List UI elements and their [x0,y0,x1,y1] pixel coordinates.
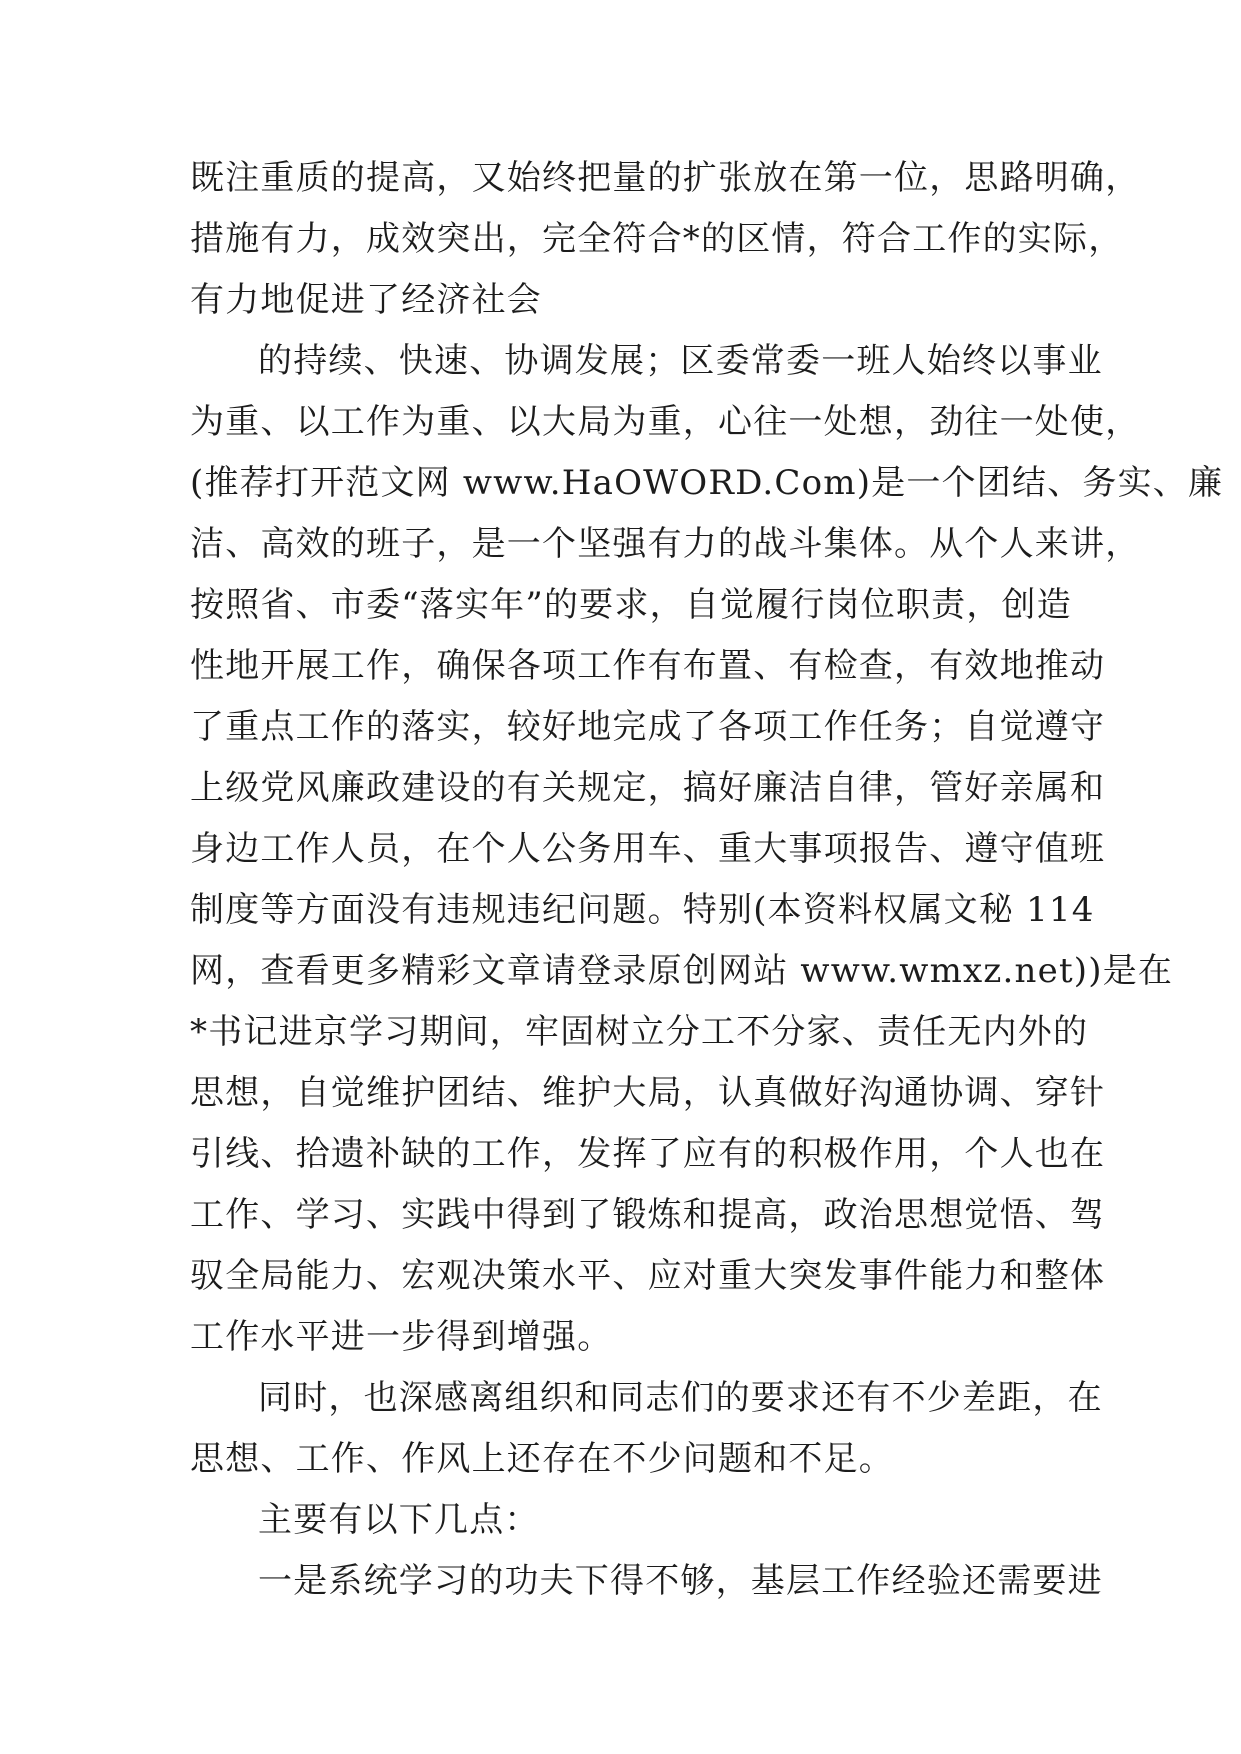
text-line: *书记进京学习期间，牢固树立分工不分家、责任无内外的 [190,1012,1089,1052]
text-line: 身边工作人员，在个人公务用车、重大事项报告、遵守值班 [190,829,1106,869]
text-line: 上级党风廉政建设的有关规定，搞好廉洁自律，管好亲属和 [190,768,1106,808]
text-line: 制度等方面没有违规违纪问题。特别(本资料权属文秘 114 [190,890,1095,930]
text-line: 的持续、快速、协调发展；区委常委一班人始终以事业 [258,341,1103,381]
text-line: 思想、工作、作风上还存在不少问题和不足。 [190,1439,894,1479]
text-line: (推荐打开范文网 www.HaOWORD.Com)是一个团结、务实、廉 [190,463,1224,503]
text-line: 为重、以工作为重、以大局为重，心往一处想，劲往一处使， [190,402,1141,442]
text-line: 主要有以下几点： [258,1500,540,1540]
body-text [190,148,1224,1612]
text-line: 一是系统学习的功夫下得不够，基层工作经验还需要进 [258,1561,1103,1601]
text-line: 有力地促进了经济社会 [190,280,542,320]
text-line: 按照省、市委“落实年”的要求，自觉履行岗位职责，创造 [190,585,1072,625]
text-line: 既注重质的提高，又始终把量的扩张放在第一位，思路明确， [190,158,1141,198]
text-line: 性地开展工作，确保各项工作有布置、有检查，有效地推动 [190,646,1106,686]
text-line: 工作、学习、实践中得到了锻炼和提高，政治思想觉悟、驾 [190,1195,1106,1235]
text-line: 网，查看更多精彩文章请登录原创网站 www.wmxz.net))是在 [190,951,1174,991]
text-line: 同时，也深感离组织和同志们的要求还有不少差距，在 [258,1378,1103,1418]
text-line: 了重点工作的落实，较好地完成了各项工作任务；自觉遵守 [190,707,1106,747]
text-line: 措施有力，成效突出，完全符合*的区情，符合工作的实际， [190,219,1124,259]
text-line: 引线、拾遗补缺的工作，发挥了应有的积极作用，个人也在 [190,1134,1106,1174]
text-line: 思想，自觉维护团结、维护大局，认真做好沟通协调、穿针 [190,1073,1106,1113]
text-line: 洁、高效的班子，是一个坚强有力的战斗集体。从个人来讲， [190,524,1141,564]
text-line: 工作水平进一步得到增强。 [190,1317,613,1357]
text-line: 驭全局能力、宏观决策水平、应对重大突发事件能力和整体 [190,1256,1106,1296]
